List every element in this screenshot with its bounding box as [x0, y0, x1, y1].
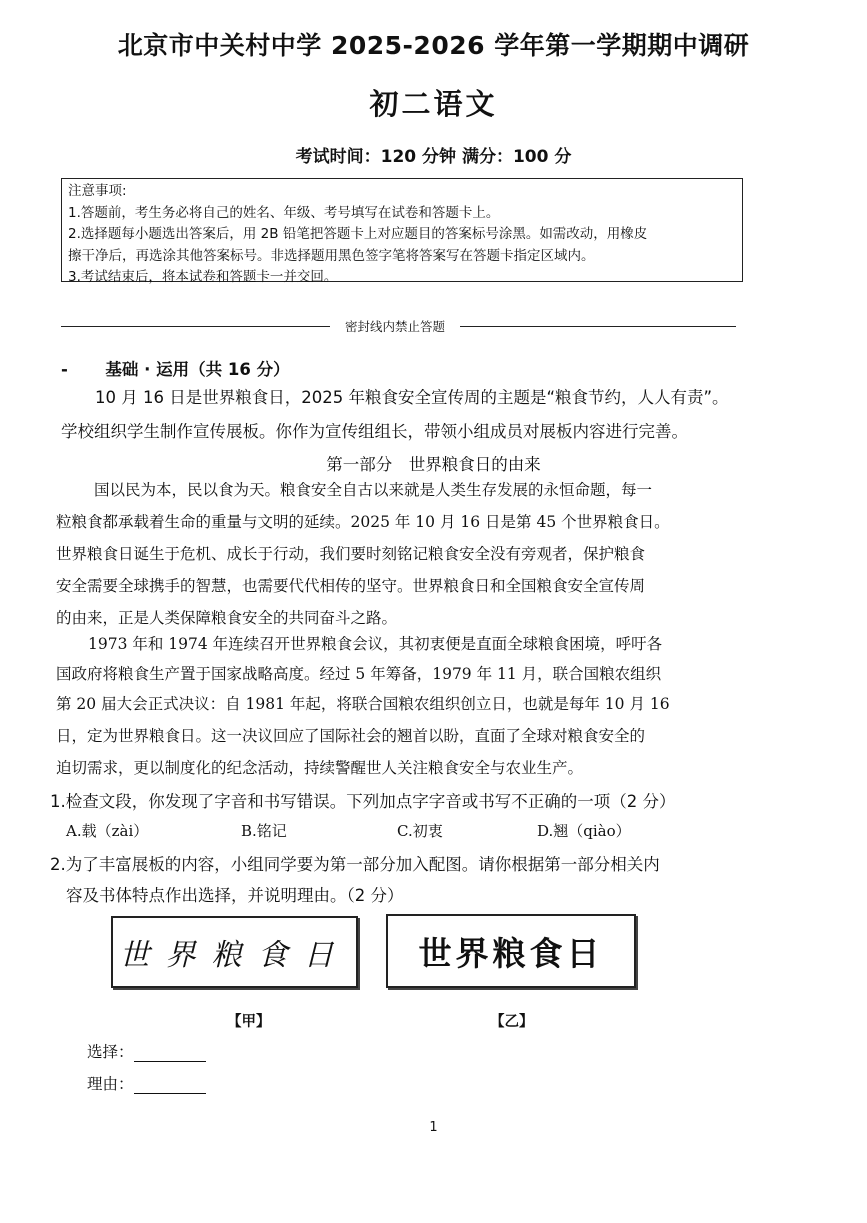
calligraphy-image-b [386, 914, 636, 988]
image-label-b: 【乙】 [490, 1014, 534, 1030]
intro-line: 10 月 16 日是世界粮食日，2025 年粮食安全宣传周的主题是“粮食节约，人人有责”。 [95, 388, 729, 407]
reason-row [87, 1072, 206, 1094]
exam-info: 考试时间：120 分钟 满分：100 分 [295, 147, 572, 167]
notice-item: 2.选择题每小题选出答案后，用 2B 铅笔把答题卡上对应题目的答案标号涂黑。如需改动，用橡皮 [68, 226, 648, 242]
calligraphy-a-text: 世界粮食日 [119, 938, 350, 973]
intro-line: 学校组织学生制作宣传展板。你作为宣传组组长，带领小组成员对展板内容进行完善。 [61, 422, 688, 441]
q1-option-d: D.翘（qiào） [537, 822, 631, 840]
passage-line: 迫切需求，更以制度化的纪念活动，持续警醒世人关注粮食安全与农业生产。 [56, 759, 584, 777]
notice-heading: 注意事项: [68, 183, 127, 199]
notice-box [61, 178, 743, 285]
subject-title: 初二语文 [369, 87, 498, 121]
passage-line: 的由来，正是人类保障粮食安全的共同奋斗之路。 [56, 609, 398, 627]
q1-option-c: C.初衷 [397, 822, 443, 840]
choice-label: 选择： [87, 1043, 134, 1061]
calligraphy-image-a [111, 916, 358, 988]
q1-option-b: B.铭记 [241, 822, 287, 840]
seal-line-right [456, 326, 736, 327]
choice-row [87, 1040, 206, 1062]
seal-line-text: 密封线内禁止答题 [330, 317, 460, 335]
part-title: 第一部分 世界粮食日的由来 [326, 455, 541, 474]
notice-item: 擦干净后，再选涂其他答案标号。非选择题用黑色签字笔将答案写在答题卡指定区域内。 [68, 247, 595, 264]
passage-line: 安全需要全球携手的智慧，也需要代代相传的坚守。世界粮食日和全国粮食安全宣传周 [56, 577, 646, 595]
image-label-a: 【甲】 [227, 1014, 271, 1030]
reason-label: 理由： [87, 1075, 134, 1093]
page-number: 1 [429, 1120, 438, 1135]
section-heading [61, 356, 290, 380]
passage-line: 国以民为本，民以食为天。粮食安全自古以来就是人类生存发展的永恒命题，每一 [94, 481, 653, 499]
section-title: 基础 · 运用（共 16 分） [105, 360, 290, 379]
question-2-stem-line1: 2.为了丰富展板的内容，小组同学要为第一部分加入配图。请你根据第一部分相关内 [50, 855, 660, 874]
reason-blank[interactable] [134, 1077, 206, 1094]
passage-line: 粒粮食都承载着生命的重量与文明的延续。2025 年 10 月 16 日是第 45 个世界粮食日。 [56, 513, 670, 531]
passage-line: 1973 年和 1974 年连续召开世界粮食会议，其初衷便是直面全球粮食困境，呼吁各 [88, 635, 663, 653]
passage-line: 国政府将粮食生产置于国家战略高度。经过 5 年筹备，1979 年 11 月，联合国粮农组织 [56, 665, 662, 683]
passage-line: 日，定为世界粮食日。这一决议回应了国际社会的翘首以盼，直面了全球对粮食安全的 [56, 727, 646, 745]
section-number: - [61, 360, 68, 379]
notice-item: 3.考试结束后，将本试卷和答题卡一并交回。 [68, 269, 338, 285]
exam-title: 北京市中关村中学 2025-2026 学年第一学期期中调研 [117, 31, 750, 60]
notice-item: 1.答题前，考生务必将自己的姓名、年级、考号填写在试卷和答题卡上。 [68, 204, 500, 221]
question-2-stem-line2: 容及书体特点作出选择，并说明理由。（2 分） [66, 886, 404, 905]
choice-blank[interactable] [134, 1045, 206, 1062]
q1-option-a: A.载（zài） [66, 822, 149, 840]
calligraphy-b-text: 世界粮食日 [418, 933, 604, 973]
passage-line: 世界粮食日诞生于危机、成长于行动，我们要时刻铭记粮食安全没有旁观者，保护粮食 [56, 545, 646, 563]
question-1-stem: 1.检查文段，你发现了字音和书写错误。下列加点字字音或书写不正确的一项（2 分） [50, 792, 676, 811]
passage-line: 第 20 届大会正式决议：自 1981 年起，将联合国粮农组织创立日，也就是每年 10 月 16 [56, 695, 670, 713]
seal-line-left [61, 326, 337, 327]
